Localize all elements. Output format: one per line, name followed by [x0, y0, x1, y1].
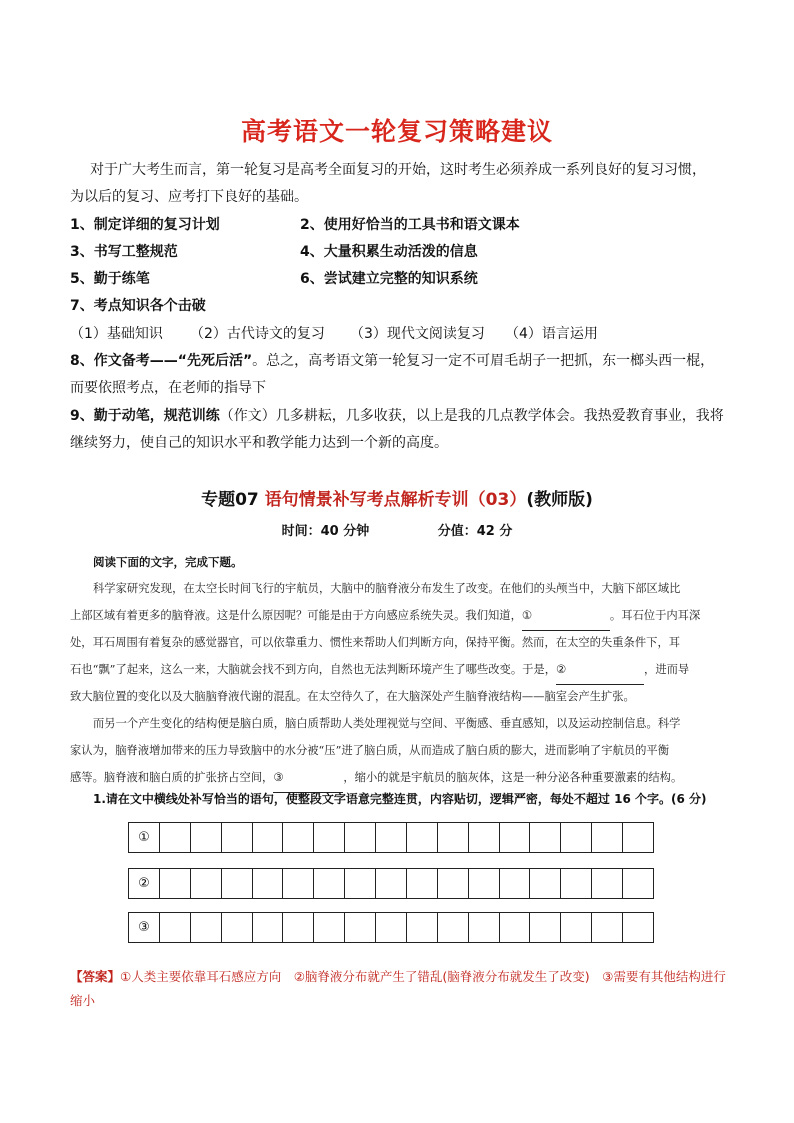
item-8-head: 8、作文备考——: [70, 353, 178, 369]
passage-p1-l5: 致大脑位置的变化以及大脑脑脊液代谢的混乱。在太空待久了，在大脑深处产生脑脊液结构——脑室会产生扩张。: [70, 690, 635, 703]
item-3: 3、书写工整规范: [70, 244, 178, 260]
item-8-line-2: 而要依照考点，在老师的指导下: [70, 380, 266, 396]
sub-item-3: （3）现代文阅读复习: [350, 326, 485, 342]
passage-p1-l2: [70, 603, 725, 631]
passage-p2-l3-text: 感等。脑脊液和脑白质的扩张挤占空间，: [70, 771, 274, 784]
sub-item-1: （1）基础知识: [70, 326, 163, 342]
grid-cell[interactable]: [469, 869, 500, 898]
passage-p1-l4: [70, 657, 725, 685]
item-6: 6、尝试建立完整的知识系统: [300, 271, 478, 287]
item-7: 7、考点知识各个击破: [70, 298, 206, 314]
exam-time: 时间：40 分钟: [281, 524, 370, 539]
grid-label-1: ①: [129, 823, 160, 852]
grid-cell[interactable]: [160, 869, 191, 898]
grid-cell[interactable]: [253, 869, 284, 898]
passage-p2-l2: 家认为，脑脊液增加带来的压力导致脑中的水分被“压”进了脑白质，从而造成了脑白质的膨大，进而影响了宇航员的平衡: [70, 744, 669, 757]
item-1: 1、制定详细的复习计划: [70, 217, 220, 233]
section-suffix: (教师版): [526, 490, 593, 510]
answer-grid-1[interactable]: [128, 822, 654, 853]
grid-cell[interactable]: [283, 913, 314, 942]
sub-item-2: （2）古代诗文的复习: [190, 326, 325, 342]
item-9-head: 9、勤于动笔，规范训练: [70, 408, 220, 424]
grid-cell[interactable]: [222, 823, 253, 852]
passage-p1-l2-end: 。耳石位于内耳深: [609, 609, 701, 622]
blank-1[interactable]: ①: [522, 603, 610, 631]
passage-p2-l1: 而另一个产生变化的结构便是脑白质，脑白质帮助人类处理视觉与空间、平衡感、垂直感知，以及运动控制信息。科学: [93, 717, 681, 730]
passage-p2-l3-end: ，缩小的就是宇航员的脑灰体，这是一种分泌各种重要激素的结构。: [343, 771, 683, 784]
item-8: [70, 348, 714, 375]
grid-cell[interactable]: [376, 913, 407, 942]
section-prefix: 专题07: [201, 490, 259, 510]
answer-text: ①人类主要依靠耳石感应方向 ②脑脊液分布就产生了错乱(脑脊液分布就发生了改变) ③需要有其他结构进行缩小: [70, 969, 726, 1008]
grid-cell[interactable]: [376, 823, 407, 852]
passage-p2-l3: [70, 765, 725, 793]
grid-cell[interactable]: [500, 869, 531, 898]
blank-2[interactable]: ②: [556, 657, 644, 685]
grid-cell[interactable]: [438, 913, 469, 942]
question-1: 1.请在文中横线处补写恰当的语句，使整段文字语意完整连贯，内容贴切，逻辑严密，每处不超过 16 个字。(6 分): [93, 792, 707, 806]
item-9-line-2: 继续努力，使自己的知识水平和教学能力达到一个新的高度。: [70, 435, 448, 451]
grid-cell[interactable]: [407, 869, 438, 898]
grid-cell[interactable]: [407, 913, 438, 942]
exam-meta: [0, 520, 794, 539]
passage-p1-l3: 处，耳石周围有着复杂的感觉器官，可以依靠重力、惯性来帮助人们判断方向，保持平衡。然而，在太空的失重条件下，耳: [70, 636, 681, 649]
section-red-title: 语句情景补写考点解析专训（03）: [264, 490, 527, 510]
passage-p1-l4-end: ，进而导: [644, 663, 690, 676]
grid-cell[interactable]: [623, 823, 653, 852]
grid-cell[interactable]: [314, 823, 345, 852]
grid-cell[interactable]: [222, 913, 253, 942]
grid-cell[interactable]: [623, 913, 653, 942]
grid-cell[interactable]: [438, 823, 469, 852]
grid-cell[interactable]: [160, 823, 191, 852]
grid-label-3: ③: [129, 913, 160, 942]
blank-3[interactable]: ③: [273, 765, 343, 793]
grid-cell[interactable]: [530, 869, 561, 898]
grid-cell[interactable]: [592, 823, 623, 852]
grid-cell[interactable]: [160, 913, 191, 942]
grid-label-2: ②: [129, 869, 160, 898]
item-5: 5、勤于练笔: [70, 271, 150, 287]
grid-cell[interactable]: [376, 869, 407, 898]
grid-cell[interactable]: [561, 823, 592, 852]
grid-cell[interactable]: [469, 823, 500, 852]
sub-item-4: （4）语言运用: [505, 326, 598, 342]
grid-cell[interactable]: [623, 869, 653, 898]
item-9-rest: （作文）几多耕耘，几多收获，以上是我的几点教学体会。我热爱教育事业，我将: [219, 408, 724, 424]
passage-p1-l2-text: 上部区域有着更多的脑脊液。这是什么原因呢？可能是由于方向感应系统失灵。我们知道，: [70, 609, 522, 622]
intro-line-1: 对于广大考生而言，第一轮复习是高考全面复习的开始，这时考生必须养成一系列良好的复习习惯，: [90, 162, 706, 178]
grid-cell[interactable]: [530, 913, 561, 942]
grid-cell[interactable]: [469, 913, 500, 942]
grid-cell[interactable]: [530, 823, 561, 852]
grid-cell[interactable]: [253, 823, 284, 852]
exam-score: 分值：42 分: [437, 524, 513, 539]
grid-cell[interactable]: [592, 913, 623, 942]
item-2: 2、使用好恰当的工具书和语文课本: [300, 217, 520, 233]
item-8-rest: 。总之，高考语文第一轮复习一定不可眉毛胡子一把抓，东一榔头西一棍，: [252, 353, 715, 369]
main-title: 高考语文一轮复习策略建议: [240, 117, 553, 146]
section-title: [0, 485, 794, 510]
grid-cell[interactable]: [500, 823, 531, 852]
grid-cell[interactable]: [561, 913, 592, 942]
grid-cell[interactable]: [283, 823, 314, 852]
grid-cell[interactable]: [253, 913, 284, 942]
item-9: [70, 403, 724, 430]
grid-cell[interactable]: [345, 913, 376, 942]
grid-cell[interactable]: [592, 869, 623, 898]
answer-block: [70, 965, 730, 1013]
grid-cell[interactable]: [191, 913, 222, 942]
grid-cell[interactable]: [314, 869, 345, 898]
grid-cell[interactable]: [345, 869, 376, 898]
grid-cell[interactable]: [283, 869, 314, 898]
item-4: 4、大量积累生动活泼的信息: [300, 244, 478, 260]
grid-cell[interactable]: [314, 913, 345, 942]
intro-line-2: 为以后的复习、应考打下良好的基础。: [70, 189, 308, 205]
instruction: 阅读下面的文字，完成下题。: [93, 555, 243, 569]
grid-cell[interactable]: [500, 913, 531, 942]
passage-p1-l1: 科学家研究发现，在太空长时间飞行的宇航员，大脑中的脑脊液分布发生了改变。在他们的头颅当中，大脑下部区域比: [93, 582, 681, 595]
answer-label: 【答案】: [70, 969, 121, 984]
grid-cell[interactable]: [561, 869, 592, 898]
grid-cell[interactable]: [438, 869, 469, 898]
answer-grid-3[interactable]: [128, 912, 654, 943]
grid-cell[interactable]: [191, 823, 222, 852]
grid-cell[interactable]: [222, 869, 253, 898]
passage-p1-l4-text: 石也“飘”了起来，这么一来，大脑就会找不到方向，自然也无法判断环境产生了哪些改变。于是，: [70, 663, 557, 676]
item-8-quote: “先死后活”: [177, 353, 253, 369]
grid-cell[interactable]: [191, 869, 222, 898]
answer-grid-2[interactable]: [128, 868, 654, 899]
grid-cell[interactable]: [407, 823, 438, 852]
grid-cell[interactable]: [345, 823, 376, 852]
